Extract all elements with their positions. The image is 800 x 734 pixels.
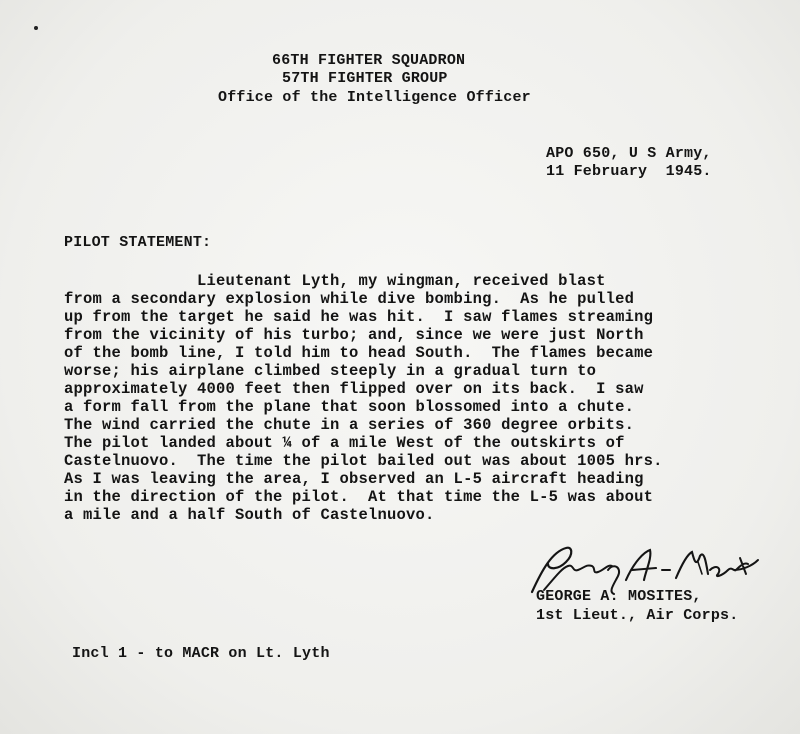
statement-title: PILOT STATEMENT: — [64, 234, 212, 251]
body-line: worse; his airplane climbed steeply in a gradual turn to — [64, 362, 597, 380]
body-line: a form fall from the plane that soon blossomed into a chute. — [64, 398, 635, 416]
body-line: As I was leaving the area, I observed an L-5 aircraft heading — [64, 470, 644, 488]
body-line: from the vicinity of his turbo; and, since we were just North — [64, 326, 644, 344]
body-line: Lieutenant Lyth, my wingman, received blast — [64, 272, 606, 290]
header-group: 57TH FIGHTER GROUP — [282, 70, 448, 87]
apo-address: APO 650, U S Army, — [546, 145, 712, 162]
body-line: up from the target he said he was hit. I saw flames streaming — [64, 308, 654, 326]
body-line: of the bomb line, I told him to head South. The flames became — [64, 344, 654, 362]
signer-name: GEORGE A. MOSITES, — [536, 588, 702, 605]
header-squadron: 66TH FIGHTER SQUADRON — [272, 52, 466, 69]
document-date: 11 February 1945. — [546, 163, 712, 180]
body-line: Castelnuovo. The time the pilot bailed out was about 1005 hrs. — [64, 452, 663, 470]
header-office: Office of the Intelligence Officer — [218, 89, 531, 106]
body-line: a mile and a half South of Castelnuovo. — [64, 506, 435, 524]
body-line: in the direction of the pilot. At that time the L-5 was about — [64, 488, 654, 506]
paper-speck — [34, 26, 38, 30]
body-line: The wind carried the chute in a series of 360 degree orbits. — [64, 416, 635, 434]
enclosure-note: Incl 1 - to MACR on Lt. Lyth — [72, 645, 330, 662]
body-line: from a secondary explosion while dive bombing. As he pulled — [64, 290, 635, 308]
signer-rank: 1st Lieut., Air Corps. — [536, 607, 739, 624]
body-line: approximately 4000 feet then flipped over on its back. I saw — [64, 380, 644, 398]
body-line: The pilot landed about ¼ of a mile West of the outskirts of — [64, 434, 625, 452]
